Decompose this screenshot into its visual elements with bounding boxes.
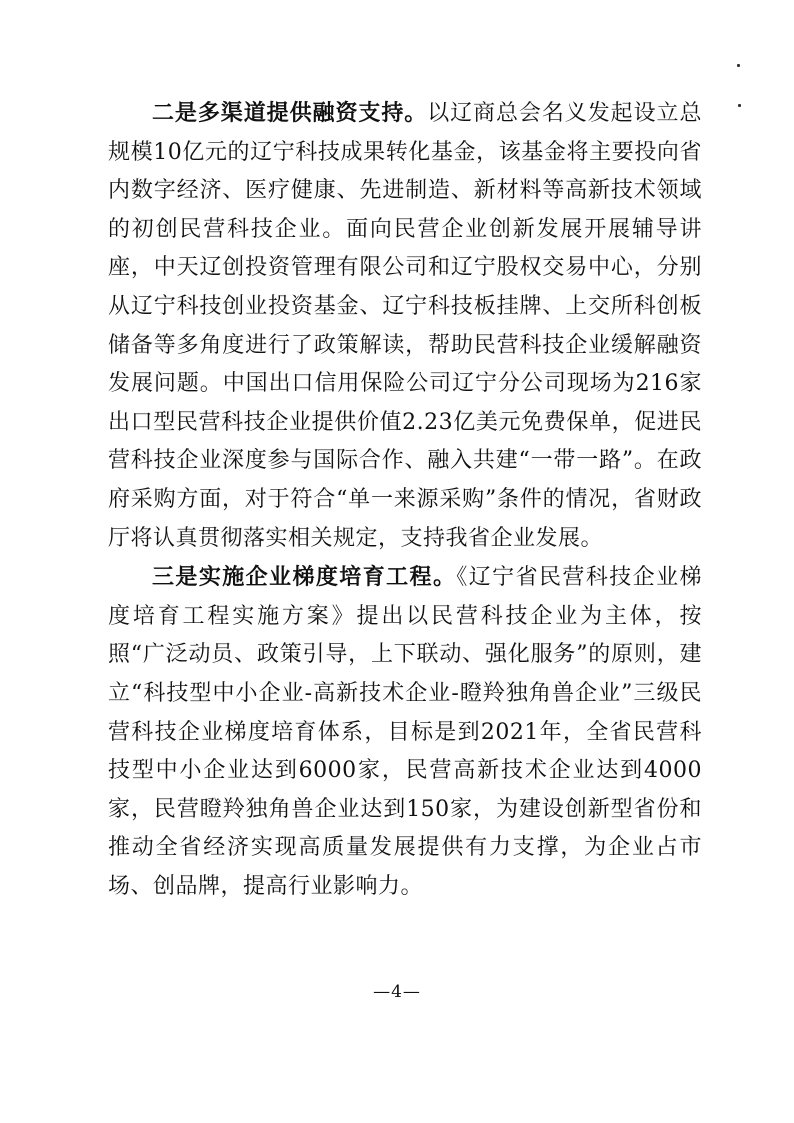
paragraph-financing [108, 94, 702, 558]
scan-speck [737, 64, 740, 67]
paragraph-lead: 二是多渠道提供融资支持。 [152, 100, 428, 126]
paragraph-cultivation [108, 558, 702, 906]
paragraph-body: 以辽商总会名义发起设立总规模10亿元的辽宁科技成果转化基金，该基金将主要投向省内数字经济、医疗健康、先进制造、新材料等高新技术领域的初创民营科技企业。面向民营企业创新发展开展辅导讲座，中天辽创投资管理有限公司和辽宁股权交易中心，分别从辽宁科技创业投资基金、辽宁科技板挂牌、上交所科创板储备等多角度进行了政策解读，帮助民营科技企业缓解融资发展问题。中国出口信用保险公司辽宁分公司现场为216家出口型民营科技企业提供价值2.23亿美元免费保单，促进民营科技企业深度参与国际合作、融入共建“一带一路”。在政府采购方面，对于符合“单一来源采购”条件的情况，省财政厅将认真贯彻落实相关规定，支持我省企业发展。 [108, 101, 702, 551]
paragraph-lead: 三是实施企业梯度培育工程。 [152, 564, 457, 591]
scan-speck [738, 104, 741, 107]
paragraph-body: 《辽宁省民营科技企业梯度培育工程实施方案》提出以民营科技企业为主体，按照“广泛动员、政策引导，上下联动、强化服务”的原则，建立“科技型中小企业-高新技术企业-瞪羚独角兽企业”三级民营科技企业梯度培育体系，目标是到2021年，全省民营科技型中小企业达到6000家，民营高新技术企业达到4000家，民营瞪羚独角兽企业达到150家，为建设创新型省份和推动全省经济实现高质量发展提供有力支撑，为企业占市场、创品牌，提高行业影响力。 [108, 565, 702, 899]
page-number: —4— [373, 982, 421, 1002]
body-text [108, 94, 702, 906]
